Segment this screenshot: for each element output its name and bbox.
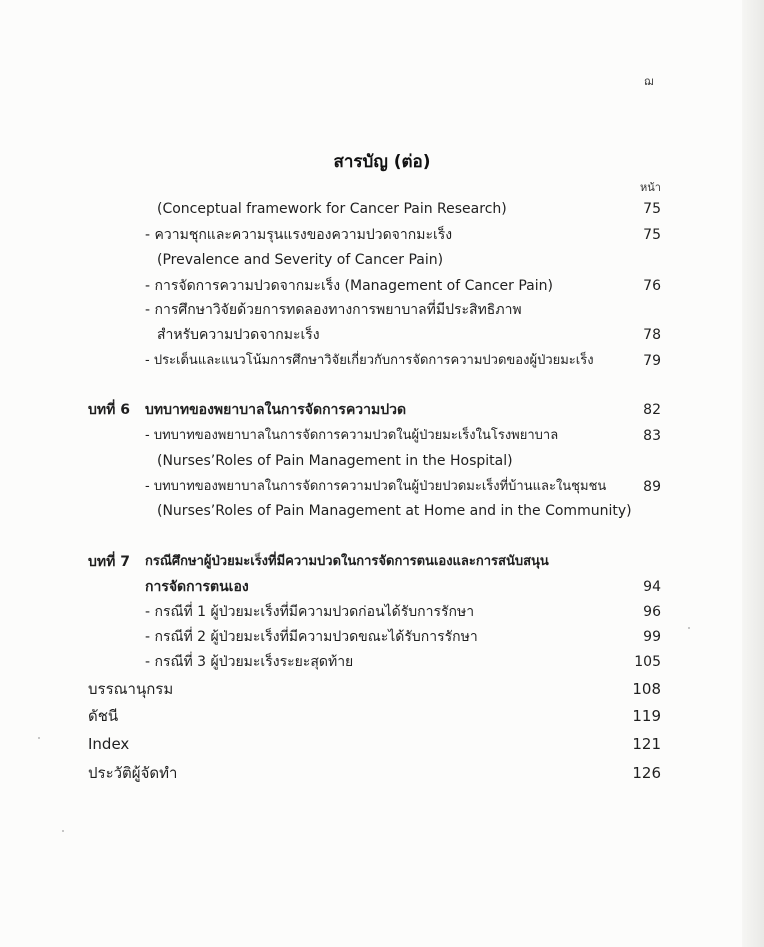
- toc-entry-text: - กรณีที่ 3 ผู้ป่วยมะเร็งระยะสุดท้าย: [145, 654, 354, 670]
- page-number-mark: ฌ: [644, 75, 654, 88]
- toc-entry-page: 83: [643, 428, 661, 444]
- toc-entry-text: (Nurses’Roles of Pain Management in the Hospital): [157, 453, 513, 469]
- chapter-6-title: บทบาทของพยาบาลในการจัดการความปวด: [145, 402, 407, 418]
- back-matter-thai-index: ดัชนี: [88, 707, 119, 725]
- toc-entry-text: (Prevalence and Severity of Cancer Pain): [157, 252, 444, 268]
- chapter-6-page: 82: [643, 402, 661, 418]
- chapter-7-title-cont: การจัดการตนเอง: [145, 579, 249, 595]
- toc-entry-page: 121: [632, 735, 661, 753]
- toc-entry-text: - กรณีที่ 2 ผู้ป่วยมะเร็งที่มีความปวดขณะได้รับการรักษา: [145, 629, 478, 645]
- toc-entry-page: 99: [643, 629, 661, 645]
- scan-speck: [688, 627, 690, 629]
- toc-entry-text: (Nurses’Roles of Pain Management at Home and in the Community): [157, 503, 632, 519]
- toc-entry-page: 108: [632, 680, 661, 698]
- toc-entry-page: 75: [643, 227, 661, 243]
- toc-entry-text: สำหรับความปวดจากมะเร็ง: [157, 327, 320, 343]
- toc-entry-text: - ความชุกและความรุนแรงของความปวดจากมะเร็ง: [145, 227, 453, 243]
- toc-entry-text: - ประเด็นและแนวโน้มการศึกษาวิจัยเกี่ยวกับการจัดการความปวดของผู้ป่วยมะเร็ง: [145, 353, 594, 368]
- toc-entry-page: 78: [643, 327, 661, 343]
- page-title: สารบัญ (ต่อ): [333, 152, 431, 172]
- toc-entry-page: 75: [643, 201, 661, 217]
- page-edge-shadow: [742, 0, 764, 947]
- toc-entry-text: - บทบาทของพยาบาลในการจัดการความปวดในผู้ป่วยมะเร็งในโรงพยาบาล: [145, 428, 559, 443]
- back-matter-bibliography: บรรณานุกรม: [88, 680, 174, 698]
- toc-entry-text: - การจัดการความปวดจากมะเร็ง (Management of Cancer Pain): [145, 278, 553, 294]
- back-matter-index: Index: [88, 735, 130, 753]
- scan-speck: [62, 830, 64, 832]
- toc-entry-text: - การศึกษาวิจัยด้วยการทดลองทางการพยาบาลที่มีประสิทธิภาพ: [145, 302, 522, 318]
- toc-entry-page: 105: [634, 654, 661, 670]
- chapter-6-label: บทที่ 6: [88, 402, 130, 418]
- toc-entry-page: 96: [643, 604, 661, 620]
- chapter-7-title: กรณีศึกษาผู้ป่วยมะเร็งที่มีความปวดในการจัดการตนเองและการสนับสนุน: [145, 554, 549, 569]
- chapter-7-label: บทที่ 7: [88, 554, 130, 570]
- toc-entry-text: (Conceptual framework for Cancer Pain Research): [157, 201, 507, 217]
- chapter-7-page: 94: [643, 579, 661, 595]
- toc-entry-page: 76: [643, 278, 661, 294]
- toc-entry-text: - กรณีที่ 1 ผู้ป่วยมะเร็งที่มีความปวดก่อนได้รับการรักษา: [145, 604, 475, 620]
- page-column-label: หน้า: [640, 181, 661, 194]
- toc-entry-page: 79: [643, 353, 661, 369]
- toc-entry-text: - บทบาทของพยาบาลในการจัดการความปวดในผู้ป่วยปวดมะเร็งที่บ้านและในชุมชน: [145, 479, 607, 494]
- back-matter-authors: ประวัติผู้จัดทำ: [88, 764, 178, 782]
- scan-speck: [38, 737, 40, 739]
- toc-entry-page: 89: [643, 479, 661, 495]
- toc-entry-page: 126: [632, 764, 661, 782]
- toc-entry-page: 119: [632, 707, 661, 725]
